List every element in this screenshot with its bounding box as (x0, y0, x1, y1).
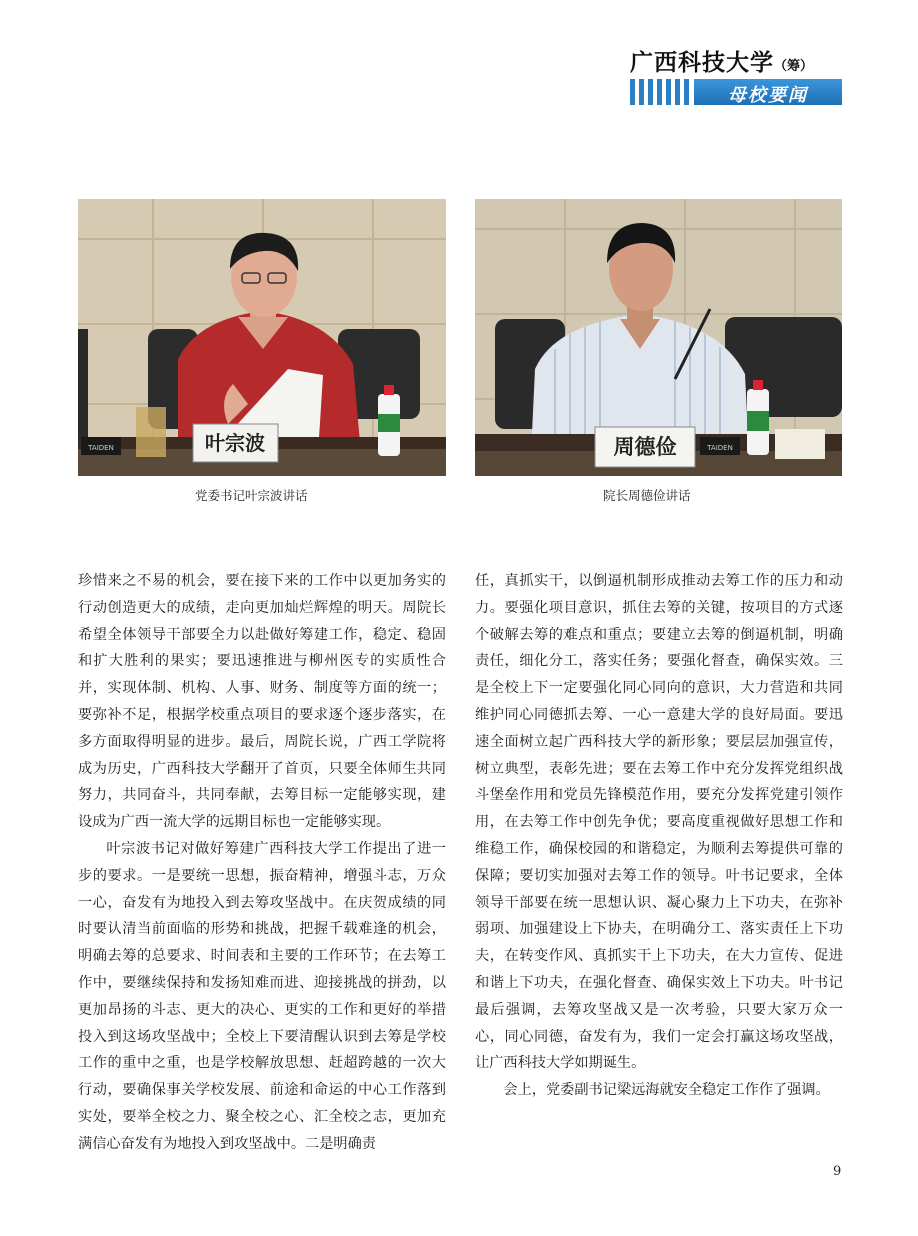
paragraph: 任，真抓实干，以倒逼机制形成推动去筹工作的压力和动力。要强化项目意识，抓住去筹的关键，按项目的方式逐个破解去筹的难点和重点；要建立去筹的倒逼机制，明确责任，细化分工，落实任务；要强化督查，确保实效。三是全校上下一定要强化同心同向的意识，大力营造和共同维护同心同德抓去筹、一心一意建大学的良好局面。要迅速全面树立起广西科技大学的新形象；要层层加强宣传，树立典型，表彰先进；要在去筹工作中充分发挥党组织战斗堡垒作用和党员先锋模范作用，要充分发挥党建引领作用，在去筹工作中创先争优；要高度重视做好思想工作和维稳工作，确保校园的和谐稳定，为顺利去筹提供可靠的保障；要切实加强对去筹工作的领导。叶书记要求，全体领导干部要在统一思想认识、凝心聚力上下功夫，在弥补弱项、加强建设上下协夫，在明确分工、落实责任上下功夫，在转变作风、真抓实干上下功夫，在大力宣传、促进和谐上下功夫，在强化督查、确保实效上下功夫。叶书记最后强调，去筹攻坚战又是一次考验，只要大家万众一心，同心同德，奋发有为，我们一定会打赢这场攻坚战，让广西科技大学如期诞生。 (475, 573, 843, 1072)
paragraph: 会上，党委副书记梁远海就安全稳定工作作了强调。 (503, 1082, 830, 1099)
caption-left: 党委书记叶宗波讲话 (195, 488, 308, 503)
banner-stripe (675, 79, 680, 105)
article-column-left (78, 568, 446, 1158)
article-column-right (475, 568, 843, 1104)
section-label-box (694, 79, 842, 105)
page-number: 9 (833, 1164, 842, 1179)
section-banner (628, 79, 842, 105)
photo-president-image (475, 199, 842, 476)
nameplate-right: 周德俭 (613, 435, 677, 459)
journal-title: 广西科技大学（筹） (630, 50, 814, 76)
banner-stripe (630, 79, 635, 105)
photo-party-secretary-image (78, 199, 446, 476)
banner-stripe (639, 79, 644, 105)
journal-subtitle: （筹） (774, 59, 814, 74)
banner-stripe (684, 79, 689, 105)
microphone-brand-right: TAIDEN (707, 444, 733, 452)
banner-stripe (648, 79, 653, 105)
photo-president (475, 199, 842, 476)
banner-stripe (666, 79, 671, 105)
paragraph: 珍惜来之不易的机会，要在接下来的工作中以更加务实的行动创造更大的成绩，走向更加灿烂辉煌的明天。周院长希望全体领导干部要全力以赴做好筹建工作，稳定、稳固和扩大胜利的果实；要迅速推进与柳州医专的实质性合并，实现体制、机构、人事、财务、制度等方面的统一；要弥补不足，根据学校重点项目的要求逐个逐步落实，在多方面取得明显的进步。最后，周院长说，广西工学院将成为历史，广西科技大学翻开了首页，只要全体师生共同努力，共同奋斗，共同奉献，去筹目标一定能够实现，建设成为广西一流大学的远期目标也一定能够实现。 (78, 573, 446, 831)
section-label: 母校要闻 (728, 85, 808, 106)
photo-party-secretary (78, 199, 446, 476)
caption-right: 院长周德俭讲话 (603, 488, 691, 503)
banner-stripe (657, 79, 662, 105)
nameplate-left: 叶宗波 (205, 431, 265, 455)
microphone-brand-left: TAIDEN (88, 444, 114, 452)
paragraph: 叶宗波书记对做好筹建广西科技大学工作提出了进一步的要求。一是要统一思想，振奋精神，增强斗志，万众一心，奋发有为地投入到去筹攻坚战中。在庆贺成绩的同时要认清当前面临的形势和挑战，把握千载难逢的机会，明确去筹的总要求、时间表和主要的工作环节；在去筹工作中，要继续保持和发扬知难而进、迎接挑战的拼劲，以更加昂扬的斗志、更大的决心、更实的工作和更好的举措投入到这场攻坚战中；全校上下要清醒认识到去筹是学校工作的重中之重，也是学校解放思想、赶超跨越的一次大行动，要确保事关学校发展、前途和命运的中心工作落到实处，要举全校之力、聚全校之心、汇全校之志，更加充满信心奋发有为地投入到攻坚战中。二是明确责 (78, 840, 446, 1152)
masthead (628, 44, 848, 110)
